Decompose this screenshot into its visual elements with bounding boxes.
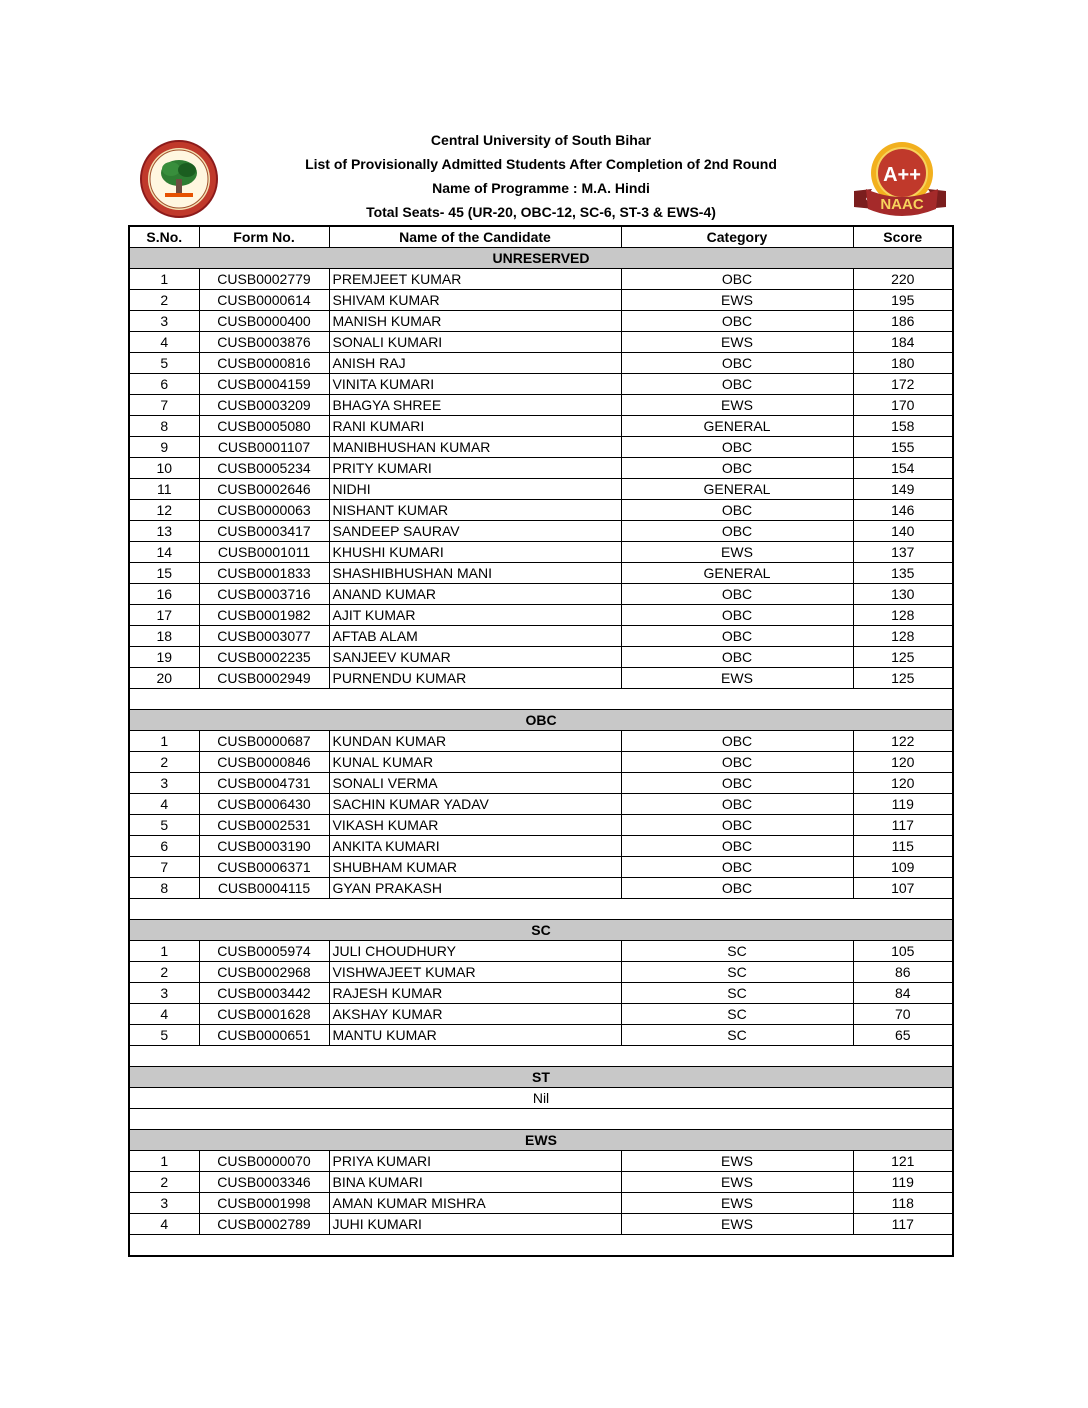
- table-row: [129, 269, 953, 290]
- cell-name: SONALI VERMA: [329, 773, 621, 794]
- section-title: EWS: [129, 1130, 953, 1151]
- table-row: [129, 584, 953, 605]
- cell-form-no: CUSB0002949: [199, 668, 329, 689]
- cell-form-no: CUSB0003442: [199, 983, 329, 1004]
- column-header-score: Score: [853, 226, 953, 248]
- cell-category: GENERAL: [621, 416, 853, 437]
- cell-category: OBC: [621, 521, 853, 542]
- cell-score: 118: [853, 1193, 953, 1214]
- cell-sno: 3: [129, 983, 199, 1004]
- cell-score: 220: [853, 269, 953, 290]
- cell-score: 105: [853, 941, 953, 962]
- cell-category: OBC: [621, 857, 853, 878]
- cell-name: VISHWAJEET KUMAR: [329, 962, 621, 983]
- spacer-row: [129, 1109, 953, 1130]
- cell-sno: 5: [129, 353, 199, 374]
- cell-sno: 5: [129, 815, 199, 836]
- cell-score: 115: [853, 836, 953, 857]
- cell-sno: 4: [129, 332, 199, 353]
- cell-category: EWS: [621, 1151, 853, 1172]
- table-row: [129, 605, 953, 626]
- cell-sno: 2: [129, 290, 199, 311]
- table-row: [129, 1193, 953, 1214]
- cell-sno: 17: [129, 605, 199, 626]
- table-row: [129, 1214, 953, 1235]
- cell-form-no: CUSB0003209: [199, 395, 329, 416]
- section-title: ST: [129, 1067, 953, 1088]
- table-row: [129, 521, 953, 542]
- cell-category: OBC: [621, 647, 853, 668]
- cell-category: SC: [621, 941, 853, 962]
- cell-form-no: CUSB0005974: [199, 941, 329, 962]
- cell-name: RAJESH KUMAR: [329, 983, 621, 1004]
- table-row: [129, 626, 953, 647]
- cell-category: SC: [621, 983, 853, 1004]
- cell-category: OBC: [621, 584, 853, 605]
- cell-form-no: CUSB0000687: [199, 731, 329, 752]
- cell-sno: 10: [129, 458, 199, 479]
- cell-form-no: CUSB0002789: [199, 1214, 329, 1235]
- cell-score: 120: [853, 773, 953, 794]
- cell-name: BINA KUMARI: [329, 1172, 621, 1193]
- cell-sno: 3: [129, 311, 199, 332]
- table-row: [129, 1025, 953, 1046]
- table-row: [129, 542, 953, 563]
- cell-name: PRIYA KUMARI: [329, 1151, 621, 1172]
- cell-category: OBC: [621, 269, 853, 290]
- cell-score: 120: [853, 752, 953, 773]
- cell-score: 172: [853, 374, 953, 395]
- cell-sno: 18: [129, 626, 199, 647]
- cell-sno: 6: [129, 374, 199, 395]
- cell-sno: 1: [129, 941, 199, 962]
- cell-name: MANTU KUMAR: [329, 1025, 621, 1046]
- cell-form-no: CUSB0001011: [199, 542, 329, 563]
- table-row: [129, 500, 953, 521]
- cell-form-no: CUSB0002531: [199, 815, 329, 836]
- column-header-sno: S.No.: [129, 226, 199, 248]
- cell-form-no: CUSB0000651: [199, 1025, 329, 1046]
- cell-score: 125: [853, 668, 953, 689]
- total-seats: Total Seats- 45 (UR-20, OBC-12, SC-6, ST-3 & EWS-4): [366, 204, 716, 220]
- cell-name: KUNAL KUMAR: [329, 752, 621, 773]
- cell-sno: 5: [129, 1025, 199, 1046]
- table-row: [129, 647, 953, 668]
- cell-category: SC: [621, 962, 853, 983]
- cell-form-no: CUSB0003346: [199, 1172, 329, 1193]
- cell-sno: 2: [129, 752, 199, 773]
- cell-form-no: CUSB0005234: [199, 458, 329, 479]
- spacer-cell: [129, 1109, 953, 1130]
- cell-name: AKSHAY KUMAR: [329, 1004, 621, 1025]
- spacer-cell: [129, 1046, 953, 1067]
- cell-sno: 4: [129, 794, 199, 815]
- table-row: [129, 773, 953, 794]
- cell-score: 140: [853, 521, 953, 542]
- nil-text: Nil: [129, 1088, 953, 1109]
- cell-form-no: CUSB0003190: [199, 836, 329, 857]
- cell-form-no: CUSB0004731: [199, 773, 329, 794]
- spacer-cell: [129, 1235, 953, 1257]
- cell-sno: 7: [129, 857, 199, 878]
- cell-score: 121: [853, 1151, 953, 1172]
- table-row: [129, 794, 953, 815]
- cell-score: 180: [853, 353, 953, 374]
- spacer-row: [129, 899, 953, 920]
- cell-score: 122: [853, 731, 953, 752]
- cell-category: EWS: [621, 542, 853, 563]
- cell-name: SANJEEV KUMAR: [329, 647, 621, 668]
- cell-sno: 1: [129, 1151, 199, 1172]
- cell-name: NISHANT KUMAR: [329, 500, 621, 521]
- cell-form-no: CUSB0000063: [199, 500, 329, 521]
- nil-row: [129, 1088, 953, 1109]
- cell-score: 128: [853, 605, 953, 626]
- cell-form-no: CUSB0000614: [199, 290, 329, 311]
- table-row: [129, 857, 953, 878]
- cell-sno: 1: [129, 269, 199, 290]
- cell-category: OBC: [621, 731, 853, 752]
- cell-name: KUNDAN KUMAR: [329, 731, 621, 752]
- table-row: [129, 1172, 953, 1193]
- cell-category: OBC: [621, 815, 853, 836]
- cell-name: ANKITA KUMARI: [329, 836, 621, 857]
- cell-name: VIKASH KUMAR: [329, 815, 621, 836]
- cell-form-no: CUSB0000846: [199, 752, 329, 773]
- cell-name: SONALI KUMARI: [329, 332, 621, 353]
- cell-sno: 8: [129, 416, 199, 437]
- table-row: [129, 311, 953, 332]
- table-header-row: [129, 226, 953, 248]
- section-header-row: [129, 920, 953, 941]
- table-row: [129, 878, 953, 899]
- cell-name: NIDHI: [329, 479, 621, 500]
- table-row: [129, 290, 953, 311]
- cell-score: 125: [853, 647, 953, 668]
- cell-category: OBC: [621, 752, 853, 773]
- cell-sno: 20: [129, 668, 199, 689]
- section-header-row: [129, 710, 953, 731]
- table-row: [129, 815, 953, 836]
- table-row: [129, 332, 953, 353]
- table-row: [129, 458, 953, 479]
- cell-form-no: CUSB0001107: [199, 437, 329, 458]
- cell-category: GENERAL: [621, 563, 853, 584]
- svg-text:A++: A++: [883, 164, 921, 186]
- cell-form-no: CUSB0003077: [199, 626, 329, 647]
- cell-name: KHUSHI KUMARI: [329, 542, 621, 563]
- spacer-row: [129, 689, 953, 710]
- cell-sno: 11: [129, 479, 199, 500]
- cell-category: EWS: [621, 1193, 853, 1214]
- table-row: [129, 563, 953, 584]
- cell-form-no: CUSB0004115: [199, 878, 329, 899]
- cell-category: OBC: [621, 500, 853, 521]
- table-row: [129, 1004, 953, 1025]
- table-row: [129, 1151, 953, 1172]
- cell-name: VINITA KUMARI: [329, 374, 621, 395]
- cell-sno: 19: [129, 647, 199, 668]
- column-header-name: Name of the Candidate: [329, 226, 621, 248]
- cell-score: 158: [853, 416, 953, 437]
- cell-name: PURNENDU KUMAR: [329, 668, 621, 689]
- section-header-row: [129, 248, 953, 269]
- cell-category: EWS: [621, 1214, 853, 1235]
- cell-name: SHIVAM KUMAR: [329, 290, 621, 311]
- table-row: [129, 353, 953, 374]
- cell-form-no: CUSB0000400: [199, 311, 329, 332]
- table-row: [129, 962, 953, 983]
- cell-category: OBC: [621, 836, 853, 857]
- cell-score: 130: [853, 584, 953, 605]
- cell-form-no: CUSB0002235: [199, 647, 329, 668]
- column-header-category: Category: [621, 226, 853, 248]
- cell-form-no: CUSB0002646: [199, 479, 329, 500]
- admission-list-table: [128, 225, 954, 1257]
- cell-name: JUHI KUMARI: [329, 1214, 621, 1235]
- cell-form-no: CUSB0006430: [199, 794, 329, 815]
- cell-form-no: CUSB0002968: [199, 962, 329, 983]
- cell-score: 117: [853, 1214, 953, 1235]
- cell-category: OBC: [621, 437, 853, 458]
- cell-sno: 14: [129, 542, 199, 563]
- table-row: [129, 983, 953, 1004]
- cell-category: OBC: [621, 311, 853, 332]
- cell-name: SHASHIBHUSHAN MANI: [329, 563, 621, 584]
- cell-score: 70: [853, 1004, 953, 1025]
- cell-form-no: CUSB0000070: [199, 1151, 329, 1172]
- cell-sno: 1: [129, 731, 199, 752]
- spacer-cell: [129, 689, 953, 710]
- university-name: Central University of South Bihar: [430, 132, 652, 148]
- cell-sno: 6: [129, 836, 199, 857]
- cell-score: 65: [853, 1025, 953, 1046]
- cell-score: 184: [853, 332, 953, 353]
- section-title: OBC: [129, 710, 953, 731]
- cell-sno: 9: [129, 437, 199, 458]
- cell-sno: 2: [129, 1172, 199, 1193]
- cell-category: EWS: [621, 332, 853, 353]
- cell-form-no: CUSB0001628: [199, 1004, 329, 1025]
- cell-score: 128: [853, 626, 953, 647]
- section-header-row: [129, 1067, 953, 1088]
- cell-form-no: CUSB0001998: [199, 1193, 329, 1214]
- table-row: [129, 437, 953, 458]
- cell-score: 107: [853, 878, 953, 899]
- cell-category: EWS: [621, 1172, 853, 1193]
- cell-name: JULI CHOUDHURY: [329, 941, 621, 962]
- cell-name: AFTAB ALAM: [329, 626, 621, 647]
- cell-score: 154: [853, 458, 953, 479]
- cell-sno: 16: [129, 584, 199, 605]
- cell-form-no: CUSB0000816: [199, 353, 329, 374]
- cell-form-no: CUSB0003876: [199, 332, 329, 353]
- document-header: [128, 128, 954, 224]
- spacer-row: [129, 1046, 953, 1067]
- cell-sno: 7: [129, 395, 199, 416]
- cell-score: 86: [853, 962, 953, 983]
- cell-sno: 8: [129, 878, 199, 899]
- cell-name: SHUBHAM KUMAR: [329, 857, 621, 878]
- table-row: [129, 836, 953, 857]
- cell-name: MANIBHUSHAN KUMAR: [329, 437, 621, 458]
- cell-category: OBC: [621, 374, 853, 395]
- cell-score: 135: [853, 563, 953, 584]
- cell-name: AMAN KUMAR MISHRA: [329, 1193, 621, 1214]
- cell-name: PRITY KUMARI: [329, 458, 621, 479]
- table-row: [129, 668, 953, 689]
- cell-name: SANDEEP SAURAV: [329, 521, 621, 542]
- cell-score: 117: [853, 815, 953, 836]
- cell-category: OBC: [621, 794, 853, 815]
- cell-score: 119: [853, 794, 953, 815]
- cell-category: EWS: [621, 668, 853, 689]
- cell-sno: 4: [129, 1004, 199, 1025]
- cell-form-no: CUSB0002779: [199, 269, 329, 290]
- column-header-form-no: Form No.: [199, 226, 329, 248]
- cell-name: AJIT KUMAR: [329, 605, 621, 626]
- table-row: [129, 941, 953, 962]
- cell-category: SC: [621, 1004, 853, 1025]
- cell-sno: 4: [129, 1214, 199, 1235]
- table-row: [129, 395, 953, 416]
- section-header-row: [129, 1130, 953, 1151]
- cell-score: 155: [853, 437, 953, 458]
- cell-form-no: CUSB0001982: [199, 605, 329, 626]
- cell-category: OBC: [621, 878, 853, 899]
- cell-name: SACHIN KUMAR YADAV: [329, 794, 621, 815]
- cell-category: OBC: [621, 458, 853, 479]
- cell-name: PREMJEET KUMAR: [329, 269, 621, 290]
- cell-category: OBC: [621, 605, 853, 626]
- cell-category: OBC: [621, 773, 853, 794]
- section-title: SC: [129, 920, 953, 941]
- cell-score: 119: [853, 1172, 953, 1193]
- cell-name: ANAND KUMAR: [329, 584, 621, 605]
- cell-name: BHAGYA SHREE: [329, 395, 621, 416]
- section-title: UNRESERVED: [129, 248, 953, 269]
- cell-sno: 2: [129, 962, 199, 983]
- cell-form-no: CUSB0004159: [199, 374, 329, 395]
- cell-sno: 3: [129, 773, 199, 794]
- programme-name: Name of Programme : M.A. Hindi: [432, 180, 650, 196]
- cell-score: 84: [853, 983, 953, 1004]
- cell-name: GYAN PRAKASH: [329, 878, 621, 899]
- spacer-cell: [129, 899, 953, 920]
- cell-score: 146: [853, 500, 953, 521]
- cell-form-no: CUSB0005080: [199, 416, 329, 437]
- cell-score: 137: [853, 542, 953, 563]
- cell-form-no: CUSB0003417: [199, 521, 329, 542]
- cell-form-no: CUSB0001833: [199, 563, 329, 584]
- cell-category: GENERAL: [621, 479, 853, 500]
- cell-category: OBC: [621, 626, 853, 647]
- cell-category: SC: [621, 1025, 853, 1046]
- table-row: [129, 752, 953, 773]
- svg-text:NAAC: NAAC: [880, 196, 924, 213]
- cell-form-no: CUSB0003716: [199, 584, 329, 605]
- table-row: [129, 416, 953, 437]
- cell-sno: 13: [129, 521, 199, 542]
- cell-name: ANISH RAJ: [329, 353, 621, 374]
- table-body: [129, 248, 953, 1257]
- spacer-row: [129, 1235, 953, 1257]
- cell-score: 195: [853, 290, 953, 311]
- table-row: [129, 374, 953, 395]
- cell-score: 170: [853, 395, 953, 416]
- cell-sno: 12: [129, 500, 199, 521]
- cell-name: RANI KUMARI: [329, 416, 621, 437]
- list-title: List of Provisionally Admitted Students After Completion of 2nd Round: [305, 156, 777, 172]
- table-row: [129, 479, 953, 500]
- table-row: [129, 731, 953, 752]
- cell-score: 149: [853, 479, 953, 500]
- cell-category: EWS: [621, 290, 853, 311]
- cell-category: OBC: [621, 353, 853, 374]
- cell-name: MANISH KUMAR: [329, 311, 621, 332]
- cell-sno: 3: [129, 1193, 199, 1214]
- cell-score: 186: [853, 311, 953, 332]
- cell-score: 109: [853, 857, 953, 878]
- cell-category: EWS: [621, 395, 853, 416]
- cell-form-no: CUSB0006371: [199, 857, 329, 878]
- cell-sno: 15: [129, 563, 199, 584]
